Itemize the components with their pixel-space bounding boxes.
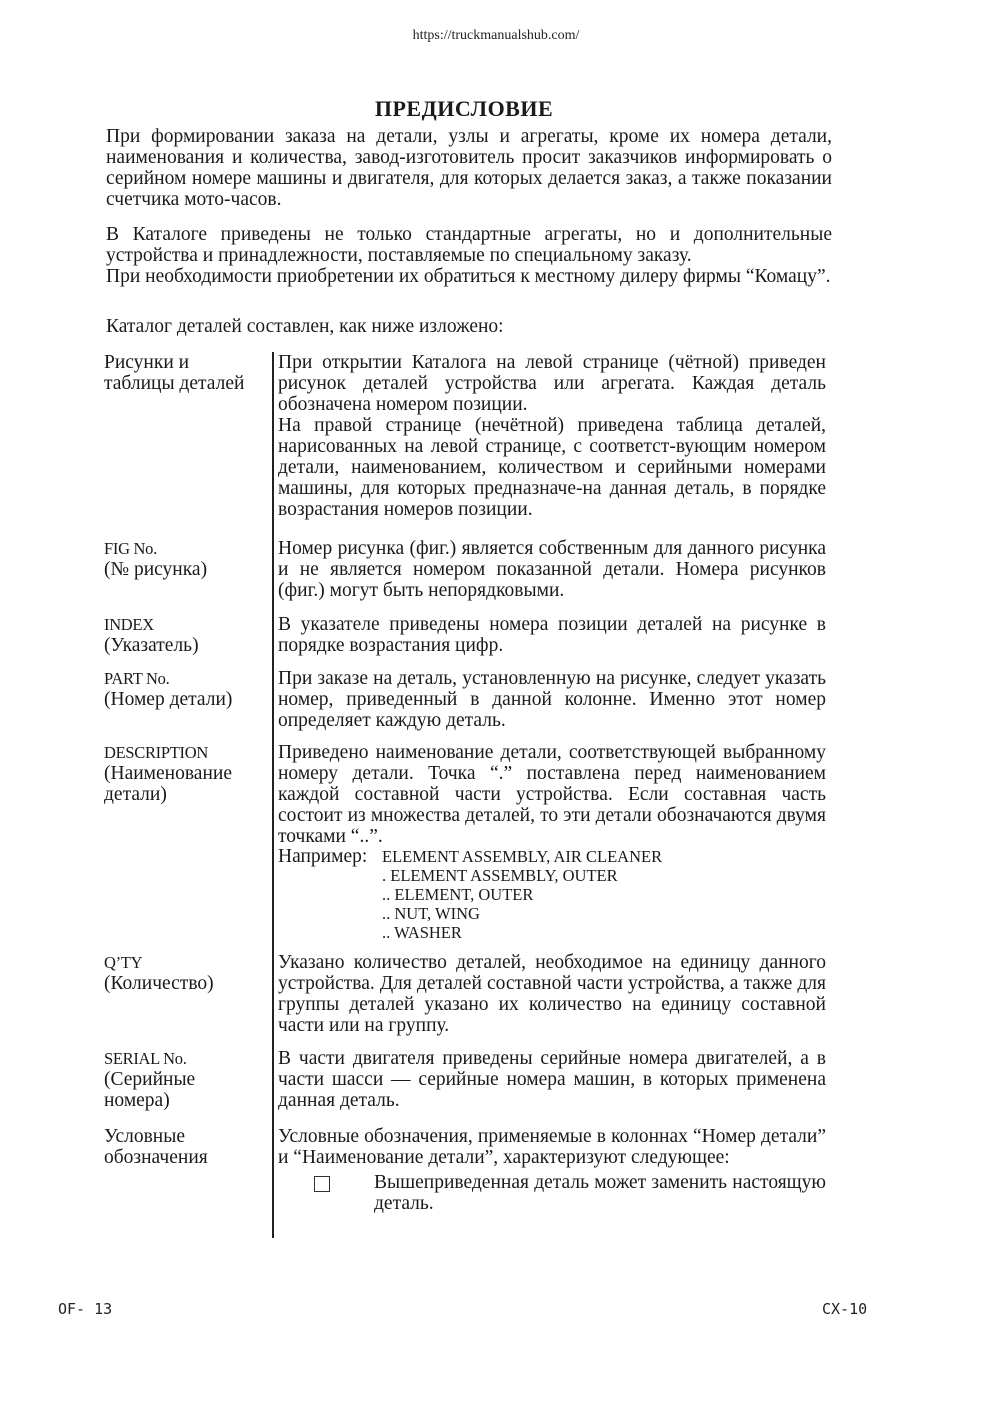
square-symbol-icon [314,1176,330,1192]
row-label: INDEX (Указатель) [104,615,199,656]
row-label: SERIAL No. (Серийные номера) [104,1049,196,1111]
row-description: При открытии Каталога на левой странице (чётной) приведен рисунок деталей устройства или агрегата. Каждая деталь обозначена номером позиции. На правой странице (нечётной) приведена таблица деталей, нарисованных на левой странице, с соответст-вующим номером детали, наименованием, количеством и серийными номерами машины, для которых предназначе-на данная деталь, в порядке возрастания номеров позиции. [278,352,826,520]
row-description: Номер рисунка (фиг.) является собственным для данного рисунка и не является номером показанной детали. Номера рисунков (фиг.) могут быть непорядковыми. [278,538,826,601]
row-label: Q’TY (Количество) [104,953,214,994]
row-label: DESCRIPTION (Наименование детали) [104,743,232,805]
intro-paragraph-3: Каталог деталей составлен, как ниже изложено: [106,316,504,337]
intro-paragraph-2: В Каталоге приведены не только стандартные агрегаты, но и дополнительные устройства и принадлежности, поставляемые по специальному заказу. При необходимости приобретении их обратиться к местному дилеру фирмы “Комацу”. [106,224,832,287]
row-description: Указано количество деталей, необходимое на единицу данного устройства. Для деталей составной части устройства, а также для группы деталей указано их количество на единицу составной части или на группу. [278,952,826,1036]
row-description: Приведено наименование детали, соответствующей выбранному номеру детали. Точка “.” поставлена перед наименованием каждой составной части устройства. Если составная часть состоит из множества деталей, то эти детали обозначаются двумя точками “..”. Например: ELEMENT ASSEMBLY, AIR CLEANER . ELEMENT ASSEMBLY, OUTER .. ELEMENT, OUTER .. NUT, WING .. WASHER [278,742,826,942]
row-description: Условные обозначения, применяемые в колоннах “Номер детали” и “Наименование детали”, характеризуют следующее: Вышеприведенная деталь может заменить настоящую деталь. [278,1126,826,1214]
column-divider [272,352,274,1238]
row-label: Рисунки и таблицы деталей [104,352,245,394]
legend-item: Вышеприведенная деталь может заменить настоящую деталь. [278,1172,826,1214]
example-block: Например: ELEMENT ASSEMBLY, AIR CLEANER . ELEMENT ASSEMBLY, OUTER .. ELEMENT, OUTER .. NUT, WING .. WASHER [278,846,663,942]
intro-paragraph-1: При формировании заказа на детали, узлы и агрегаты, кроме их номера детали, наименования и количества, завод-изготовитель просит заказчиков информировать о серийном номере машины и двигателя, для которых делается заказ, а также показании счетчика мото-часов. [106,126,832,210]
page-title: ПРЕДИСЛОВИЕ [374,96,554,121]
source-url[interactable]: https://truckmanualshub.com/ [412,28,580,43]
example-lines: ELEMENT ASSEMBLY, AIR CLEANER . ELEMENT ASSEMBLY, OUTER .. ELEMENT, OUTER .. NUT, WING .. WASHER [382,847,663,942]
row-label: Условные обозначения [104,1126,208,1168]
row-description: При заказе на деталь, установленную на рисунке, следует указать номер, приведенный в данной колонне. Именно этот номер определяет каждую деталь. [278,668,826,731]
row-description: В части двигателя приведены серийные номера двигателей, а в части шасси — серийные номера машин, в которых применена данная деталь. [278,1048,826,1111]
row-description: В указателе приведены номера позиции деталей на рисунке в порядке возрастания цифр. [278,614,826,656]
page-number: OF- 13 [58,1300,113,1318]
model-code: CX-10 [822,1300,868,1318]
row-label: FIG No. (№ рисунка) [104,539,208,580]
row-label: PART No. (Номер детали) [104,669,233,710]
